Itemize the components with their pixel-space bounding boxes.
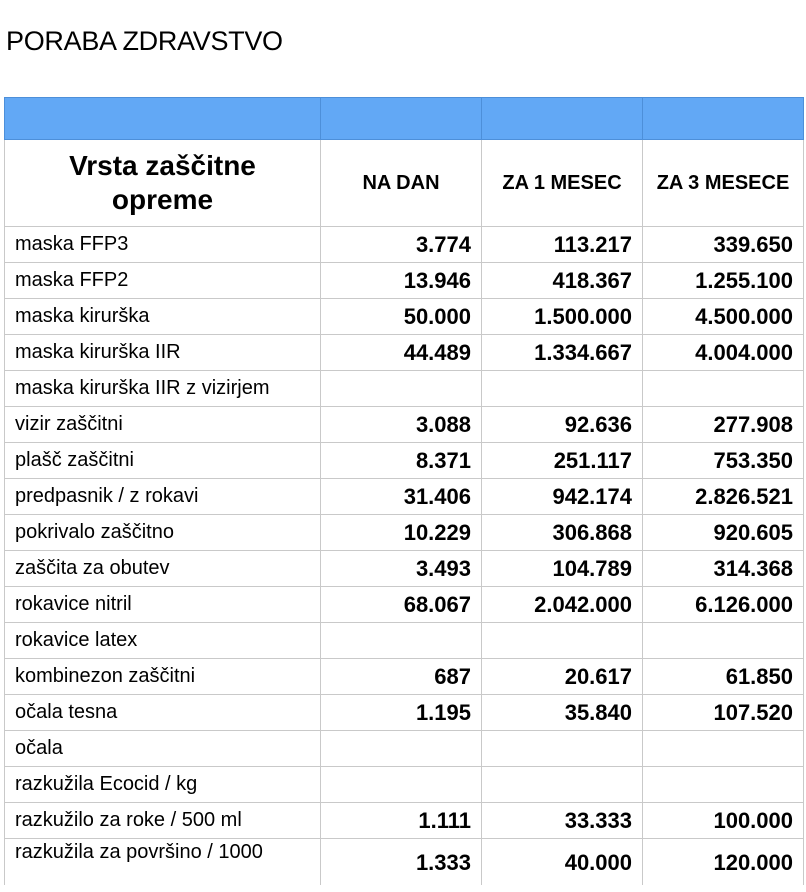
cell-month1[interactable]: 33.333: [482, 803, 643, 839]
cell-month3[interactable]: 920.605: [643, 515, 804, 551]
cell-month3[interactable]: [643, 623, 804, 659]
cell-item[interactable]: predpasnik / z rokavi: [5, 479, 321, 515]
cell-day[interactable]: 3.493: [321, 551, 482, 587]
cell-month1[interactable]: [482, 731, 643, 767]
cell-month3[interactable]: 61.850: [643, 659, 804, 695]
cell-item[interactable]: maska kirurška: [5, 299, 321, 335]
cell-item[interactable]: vizir zaščitni: [5, 407, 321, 443]
cell-month1[interactable]: 2.042.000: [482, 587, 643, 623]
cell-month3[interactable]: [643, 371, 804, 407]
table-row: [5, 371, 804, 407]
cell-month1[interactable]: 418.367: [482, 263, 643, 299]
table-row: [5, 731, 804, 767]
cell-month3[interactable]: 314.368: [643, 551, 804, 587]
cell-month1[interactable]: 104.789: [482, 551, 643, 587]
cell-item[interactable]: pokrivalo zaščitno: [5, 515, 321, 551]
table-row: [5, 443, 804, 479]
cell-item[interactable]: očala: [5, 731, 321, 767]
cell-day[interactable]: [321, 371, 482, 407]
header-band-cell: [643, 98, 804, 140]
cell-item[interactable]: maska kirurška IIR: [5, 335, 321, 371]
cell-month1[interactable]: 306.868: [482, 515, 643, 551]
cell-day[interactable]: 1.195: [321, 695, 482, 731]
cell-month1[interactable]: 1.500.000: [482, 299, 643, 335]
table-row: [5, 767, 804, 803]
cell-day[interactable]: 3.088: [321, 407, 482, 443]
cell-day[interactable]: 687: [321, 659, 482, 695]
cell-month1[interactable]: 40.000: [482, 839, 643, 886]
cell-item[interactable]: razkužilo za roke / 500 ml: [5, 803, 321, 839]
consumption-table: [4, 97, 804, 885]
cell-day[interactable]: 1.111: [321, 803, 482, 839]
header-band-cell: [5, 98, 321, 140]
table-row: [5, 407, 804, 443]
table-row: [5, 623, 804, 659]
cell-day[interactable]: 1.333: [321, 839, 482, 886]
table-row: [5, 839, 804, 886]
cell-month1[interactable]: 20.617: [482, 659, 643, 695]
cell-month1[interactable]: [482, 371, 643, 407]
table-row: [5, 695, 804, 731]
cell-day[interactable]: 44.489: [321, 335, 482, 371]
cell-month3[interactable]: 277.908: [643, 407, 804, 443]
cell-month3[interactable]: 753.350: [643, 443, 804, 479]
cell-month3[interactable]: 2.826.521: [643, 479, 804, 515]
cell-item[interactable]: razkužila Ecocid / kg: [5, 767, 321, 803]
cell-day[interactable]: 31.406: [321, 479, 482, 515]
cell-month3[interactable]: 6.126.000: [643, 587, 804, 623]
table-row: [5, 515, 804, 551]
cell-item[interactable]: rokavice latex: [5, 623, 321, 659]
column-header-item[interactable]: Vrsta zaščitne opreme: [5, 140, 321, 227]
table-row: [5, 587, 804, 623]
cell-month1[interactable]: 1.334.667: [482, 335, 643, 371]
table-row: [5, 263, 804, 299]
cell-month1[interactable]: [482, 623, 643, 659]
header-band-row: [5, 98, 804, 140]
column-header-month1[interactable]: ZA 1 MESEC: [482, 140, 643, 227]
cell-month3[interactable]: [643, 767, 804, 803]
table-row: [5, 803, 804, 839]
cell-month1[interactable]: [482, 767, 643, 803]
cell-day[interactable]: 10.229: [321, 515, 482, 551]
cell-item[interactable]: maska kirurška IIR z vizirjem: [5, 371, 321, 407]
cell-month3[interactable]: 100.000: [643, 803, 804, 839]
cell-month3[interactable]: [643, 731, 804, 767]
table-row: [5, 659, 804, 695]
cell-item[interactable]: plašč zaščitni: [5, 443, 321, 479]
table-body: [5, 227, 804, 886]
cell-month3[interactable]: 107.520: [643, 695, 804, 731]
cell-month1[interactable]: 35.840: [482, 695, 643, 731]
cell-item[interactable]: maska FFP2: [5, 263, 321, 299]
column-header-month3[interactable]: ZA 3 MESECE: [643, 140, 804, 227]
cell-day[interactable]: [321, 731, 482, 767]
cell-item[interactable]: maska FFP3: [5, 227, 321, 263]
table-row: [5, 335, 804, 371]
cell-month1[interactable]: 113.217: [482, 227, 643, 263]
cell-item[interactable]: rokavice nitril: [5, 587, 321, 623]
cell-item[interactable]: kombinezon zaščitni: [5, 659, 321, 695]
table-row: [5, 551, 804, 587]
cell-day[interactable]: 8.371: [321, 443, 482, 479]
cell-item[interactable]: očala tesna: [5, 695, 321, 731]
column-header-day[interactable]: NA DAN: [321, 140, 482, 227]
cell-month1[interactable]: 92.636: [482, 407, 643, 443]
cell-day[interactable]: 68.067: [321, 587, 482, 623]
table-row: [5, 227, 804, 263]
cell-day[interactable]: [321, 623, 482, 659]
cell-month1[interactable]: 251.117: [482, 443, 643, 479]
cell-month3[interactable]: 1.255.100: [643, 263, 804, 299]
column-header-row: [5, 140, 804, 227]
page-title: PORABA ZDRAVSTVO: [6, 26, 283, 56]
cell-month3[interactable]: 4.004.000: [643, 335, 804, 371]
cell-month3[interactable]: 4.500.000: [643, 299, 804, 335]
cell-month3[interactable]: 339.650: [643, 227, 804, 263]
cell-day[interactable]: [321, 767, 482, 803]
cell-month3[interactable]: 120.000: [643, 839, 804, 886]
cell-item[interactable]: zaščita za obutev: [5, 551, 321, 587]
table-row: [5, 479, 804, 515]
cell-day[interactable]: 3.774: [321, 227, 482, 263]
cell-month1[interactable]: 942.174: [482, 479, 643, 515]
cell-day[interactable]: 50.000: [321, 299, 482, 335]
cell-item[interactable]: razkužila za površino / 1000: [5, 839, 321, 886]
table-row: [5, 299, 804, 335]
header-band-cell: [321, 98, 482, 140]
header-band-cell: [482, 98, 643, 140]
cell-day[interactable]: 13.946: [321, 263, 482, 299]
